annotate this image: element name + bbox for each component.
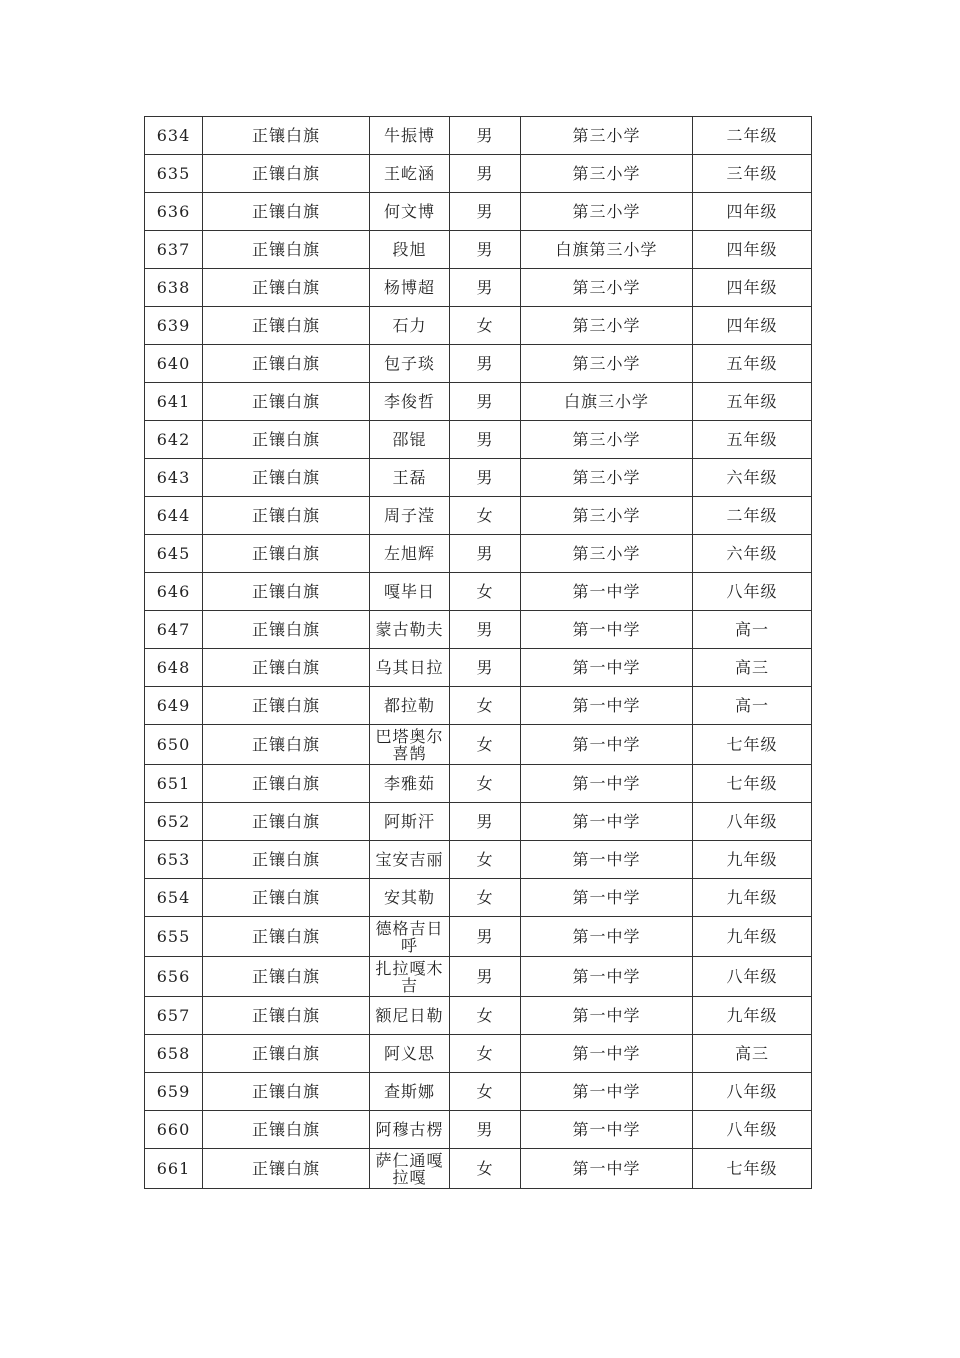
row-number-cell: 648 xyxy=(145,649,203,687)
grade-cell: 五年级 xyxy=(693,345,812,383)
student-name-cell: 杨博超 xyxy=(370,269,450,307)
grade-cell: 高三 xyxy=(693,1035,812,1073)
gender-cell: 女 xyxy=(450,1035,521,1073)
table-row xyxy=(145,1035,812,1073)
gender-cell: 男 xyxy=(450,117,521,155)
grade-cell: 高一 xyxy=(693,611,812,649)
grade-cell: 二年级 xyxy=(693,497,812,535)
region-cell: 正镶白旗 xyxy=(203,421,370,459)
gender-cell: 男 xyxy=(450,803,521,841)
row-number-cell: 653 xyxy=(145,841,203,879)
grade-cell: 高一 xyxy=(693,687,812,725)
gender-cell: 女 xyxy=(450,841,521,879)
grade-cell: 六年级 xyxy=(693,535,812,573)
gender-cell: 男 xyxy=(450,155,521,193)
gender-cell: 女 xyxy=(450,879,521,917)
region-cell: 正镶白旗 xyxy=(203,725,370,765)
region-cell: 正镶白旗 xyxy=(203,997,370,1035)
student-name-cell: 包子琰 xyxy=(370,345,450,383)
region-cell: 正镶白旗 xyxy=(203,193,370,231)
gender-cell: 男 xyxy=(450,535,521,573)
school-cell: 第三小学 xyxy=(521,155,693,193)
region-cell: 正镶白旗 xyxy=(203,803,370,841)
grade-cell: 八年级 xyxy=(693,573,812,611)
table-row xyxy=(145,997,812,1035)
school-cell: 第一中学 xyxy=(521,1111,693,1149)
grade-cell: 九年级 xyxy=(693,841,812,879)
region-cell: 正镶白旗 xyxy=(203,1111,370,1149)
student-name-cell: 阿斯汗 xyxy=(370,803,450,841)
gender-cell: 男 xyxy=(450,231,521,269)
row-number-cell: 644 xyxy=(145,497,203,535)
grade-cell: 八年级 xyxy=(693,803,812,841)
row-number-cell: 645 xyxy=(145,535,203,573)
table-row xyxy=(145,193,812,231)
student-name-cell: 巴塔奥尔喜鹄 xyxy=(370,725,450,765)
table-row xyxy=(145,1149,812,1189)
region-cell: 正镶白旗 xyxy=(203,841,370,879)
roster-body xyxy=(145,117,812,1189)
gender-cell: 男 xyxy=(450,459,521,497)
school-cell: 第一中学 xyxy=(521,765,693,803)
row-number-cell: 652 xyxy=(145,803,203,841)
gender-cell: 男 xyxy=(450,421,521,459)
grade-cell: 四年级 xyxy=(693,193,812,231)
table-row xyxy=(145,611,812,649)
student-name-cell: 都拉勒 xyxy=(370,687,450,725)
grade-cell: 高三 xyxy=(693,649,812,687)
region-cell: 正镶白旗 xyxy=(203,117,370,155)
table-row xyxy=(145,1073,812,1111)
school-cell: 第三小学 xyxy=(521,459,693,497)
student-name-cell: 德格吉日呼 xyxy=(370,917,450,957)
school-cell: 第三小学 xyxy=(521,421,693,459)
row-number-cell: 643 xyxy=(145,459,203,497)
student-name-cell: 查斯娜 xyxy=(370,1073,450,1111)
school-cell: 第三小学 xyxy=(521,193,693,231)
row-number-cell: 650 xyxy=(145,725,203,765)
student-name-cell: 周子滢 xyxy=(370,497,450,535)
grade-cell: 四年级 xyxy=(693,307,812,345)
gender-cell: 女 xyxy=(450,573,521,611)
school-cell: 第一中学 xyxy=(521,1149,693,1189)
student-name-cell: 扎拉嘎木吉 xyxy=(370,957,450,997)
student-name-cell: 安其勒 xyxy=(370,879,450,917)
school-cell: 第一中学 xyxy=(521,879,693,917)
table-row xyxy=(145,725,812,765)
student-name-cell: 左旭辉 xyxy=(370,535,450,573)
student-name-cell: 牛振博 xyxy=(370,117,450,155)
gender-cell: 女 xyxy=(450,687,521,725)
table-row xyxy=(145,573,812,611)
row-number-cell: 659 xyxy=(145,1073,203,1111)
table-row xyxy=(145,307,812,345)
table-row xyxy=(145,1111,812,1149)
gender-cell: 男 xyxy=(450,193,521,231)
grade-cell: 八年级 xyxy=(693,1073,812,1111)
student-name-cell: 萨仁通嘎拉嘎 xyxy=(370,1149,450,1189)
student-name-cell: 阿义思 xyxy=(370,1035,450,1073)
school-cell: 白旗第三小学 xyxy=(521,231,693,269)
school-cell: 第一中学 xyxy=(521,687,693,725)
row-number-cell: 649 xyxy=(145,687,203,725)
school-cell: 第一中学 xyxy=(521,725,693,765)
gender-cell: 男 xyxy=(450,957,521,997)
region-cell: 正镶白旗 xyxy=(203,1035,370,1073)
row-number-cell: 657 xyxy=(145,997,203,1035)
student-name-cell: 段旭 xyxy=(370,231,450,269)
table-row xyxy=(145,383,812,421)
grade-cell: 三年级 xyxy=(693,155,812,193)
grade-cell: 五年级 xyxy=(693,383,812,421)
table-row xyxy=(145,803,812,841)
school-cell: 第一中学 xyxy=(521,957,693,997)
grade-cell: 九年级 xyxy=(693,997,812,1035)
table-row xyxy=(145,459,812,497)
student-name-cell: 阿穆古楞 xyxy=(370,1111,450,1149)
region-cell: 正镶白旗 xyxy=(203,459,370,497)
table-row xyxy=(145,957,812,997)
school-cell: 第一中学 xyxy=(521,997,693,1035)
grade-cell: 八年级 xyxy=(693,1111,812,1149)
school-cell: 第一中学 xyxy=(521,1035,693,1073)
table-row xyxy=(145,841,812,879)
region-cell: 正镶白旗 xyxy=(203,269,370,307)
school-cell: 第三小学 xyxy=(521,535,693,573)
region-cell: 正镶白旗 xyxy=(203,765,370,803)
gender-cell: 男 xyxy=(450,917,521,957)
table-row xyxy=(145,917,812,957)
row-number-cell: 658 xyxy=(145,1035,203,1073)
region-cell: 正镶白旗 xyxy=(203,535,370,573)
student-name-cell: 蒙古勒夫 xyxy=(370,611,450,649)
region-cell: 正镶白旗 xyxy=(203,917,370,957)
grade-cell: 八年级 xyxy=(693,957,812,997)
region-cell: 正镶白旗 xyxy=(203,957,370,997)
row-number-cell: 642 xyxy=(145,421,203,459)
row-number-cell: 661 xyxy=(145,1149,203,1189)
region-cell: 正镶白旗 xyxy=(203,879,370,917)
student-roster-table xyxy=(144,116,812,1189)
row-number-cell: 655 xyxy=(145,917,203,957)
school-cell: 第三小学 xyxy=(521,307,693,345)
table-row xyxy=(145,649,812,687)
grade-cell: 六年级 xyxy=(693,459,812,497)
row-number-cell: 646 xyxy=(145,573,203,611)
gender-cell: 男 xyxy=(450,611,521,649)
school-cell: 第一中学 xyxy=(521,917,693,957)
school-cell: 第三小学 xyxy=(521,117,693,155)
student-name-cell: 王磊 xyxy=(370,459,450,497)
grade-cell: 五年级 xyxy=(693,421,812,459)
school-cell: 第三小学 xyxy=(521,269,693,307)
student-name-cell: 王屹涵 xyxy=(370,155,450,193)
region-cell: 正镶白旗 xyxy=(203,383,370,421)
school-cell: 第三小学 xyxy=(521,497,693,535)
school-cell: 第一中学 xyxy=(521,649,693,687)
grade-cell: 七年级 xyxy=(693,765,812,803)
row-number-cell: 635 xyxy=(145,155,203,193)
school-cell: 第一中学 xyxy=(521,611,693,649)
grade-cell: 九年级 xyxy=(693,917,812,957)
row-number-cell: 656 xyxy=(145,957,203,997)
student-name-cell: 额尼日勒 xyxy=(370,997,450,1035)
school-cell: 第一中学 xyxy=(521,803,693,841)
table-row xyxy=(145,421,812,459)
gender-cell: 女 xyxy=(450,765,521,803)
row-number-cell: 636 xyxy=(145,193,203,231)
gender-cell: 女 xyxy=(450,307,521,345)
gender-cell: 女 xyxy=(450,997,521,1035)
school-cell: 第一中学 xyxy=(521,1073,693,1111)
gender-cell: 男 xyxy=(450,1111,521,1149)
table-row xyxy=(145,687,812,725)
student-name-cell: 何文博 xyxy=(370,193,450,231)
table-row xyxy=(145,155,812,193)
student-name-cell: 乌其日拉 xyxy=(370,649,450,687)
region-cell: 正镶白旗 xyxy=(203,687,370,725)
school-cell: 第一中学 xyxy=(521,841,693,879)
row-number-cell: 641 xyxy=(145,383,203,421)
grade-cell: 七年级 xyxy=(693,725,812,765)
school-cell: 第一中学 xyxy=(521,573,693,611)
row-number-cell: 660 xyxy=(145,1111,203,1149)
grade-cell: 四年级 xyxy=(693,269,812,307)
row-number-cell: 634 xyxy=(145,117,203,155)
row-number-cell: 637 xyxy=(145,231,203,269)
table-row xyxy=(145,231,812,269)
region-cell: 正镶白旗 xyxy=(203,345,370,383)
row-number-cell: 651 xyxy=(145,765,203,803)
table-row xyxy=(145,535,812,573)
gender-cell: 女 xyxy=(450,725,521,765)
student-name-cell: 宝安吉丽 xyxy=(370,841,450,879)
gender-cell: 女 xyxy=(450,1073,521,1111)
row-number-cell: 654 xyxy=(145,879,203,917)
gender-cell: 男 xyxy=(450,269,521,307)
row-number-cell: 638 xyxy=(145,269,203,307)
gender-cell: 女 xyxy=(450,1149,521,1189)
gender-cell: 男 xyxy=(450,383,521,421)
grade-cell: 四年级 xyxy=(693,231,812,269)
table-row xyxy=(145,269,812,307)
table-row xyxy=(145,765,812,803)
student-name-cell: 邵锟 xyxy=(370,421,450,459)
table-row xyxy=(145,117,812,155)
region-cell: 正镶白旗 xyxy=(203,307,370,345)
student-name-cell: 李俊哲 xyxy=(370,383,450,421)
row-number-cell: 647 xyxy=(145,611,203,649)
region-cell: 正镶白旗 xyxy=(203,573,370,611)
region-cell: 正镶白旗 xyxy=(203,1149,370,1189)
region-cell: 正镶白旗 xyxy=(203,649,370,687)
region-cell: 正镶白旗 xyxy=(203,497,370,535)
table-row xyxy=(145,497,812,535)
region-cell: 正镶白旗 xyxy=(203,231,370,269)
school-cell: 白旗三小学 xyxy=(521,383,693,421)
grade-cell: 九年级 xyxy=(693,879,812,917)
student-name-cell: 石力 xyxy=(370,307,450,345)
student-name-cell: 李雅茹 xyxy=(370,765,450,803)
row-number-cell: 639 xyxy=(145,307,203,345)
gender-cell: 男 xyxy=(450,345,521,383)
student-name-cell: 嘎毕日 xyxy=(370,573,450,611)
row-number-cell: 640 xyxy=(145,345,203,383)
region-cell: 正镶白旗 xyxy=(203,1073,370,1111)
region-cell: 正镶白旗 xyxy=(203,155,370,193)
table-row xyxy=(145,879,812,917)
region-cell: 正镶白旗 xyxy=(203,611,370,649)
gender-cell: 男 xyxy=(450,649,521,687)
table-row xyxy=(145,345,812,383)
gender-cell: 女 xyxy=(450,497,521,535)
grade-cell: 七年级 xyxy=(693,1149,812,1189)
school-cell: 第三小学 xyxy=(521,345,693,383)
grade-cell: 二年级 xyxy=(693,117,812,155)
